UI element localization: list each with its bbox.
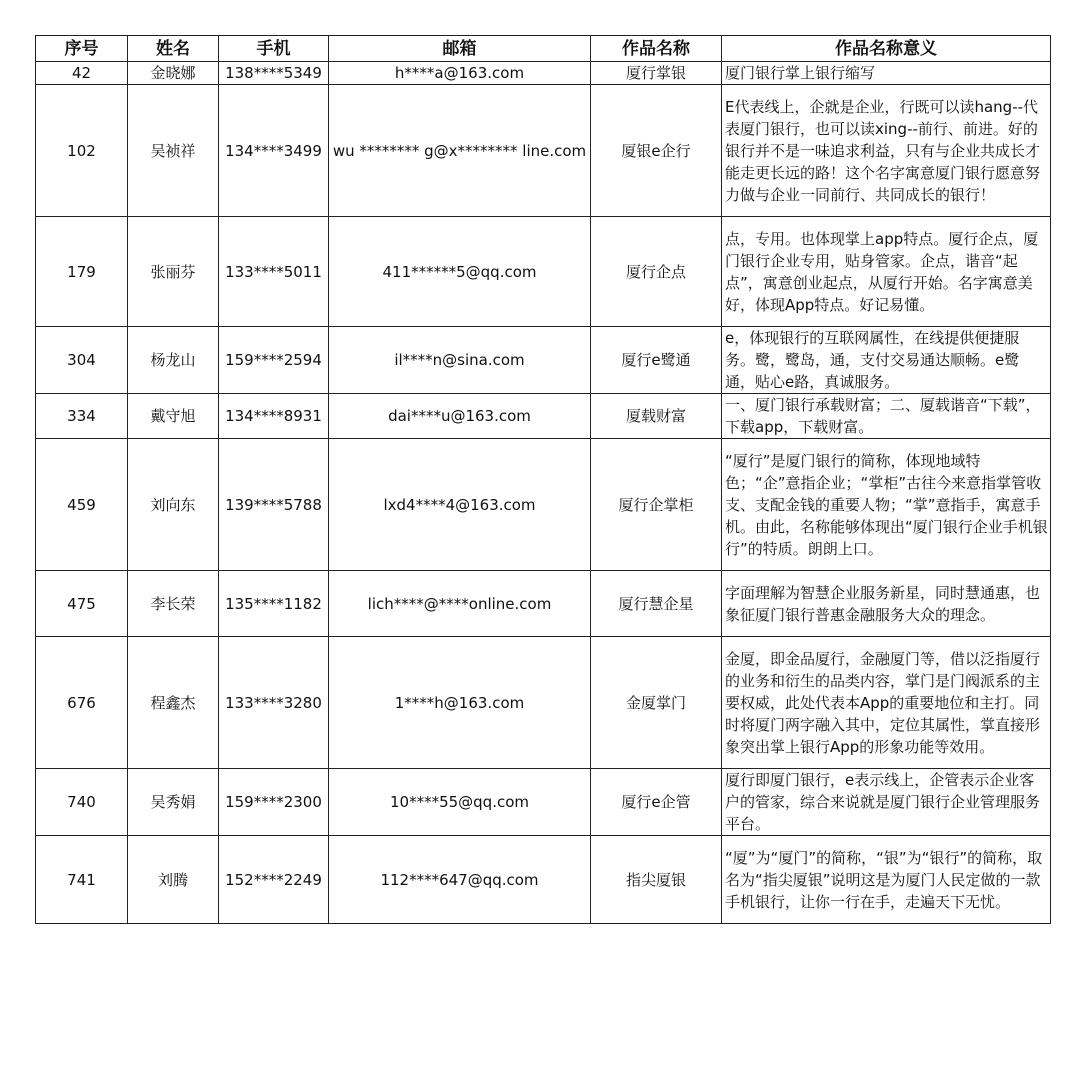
table-row xyxy=(36,439,1051,571)
cell-name: 杨龙山 xyxy=(128,327,219,394)
table-row xyxy=(36,637,1051,769)
cell-work-name: 厦银e企行 xyxy=(591,85,722,217)
header-row xyxy=(36,36,1051,62)
entries-table xyxy=(35,35,1051,924)
cell-work-meaning: e，体现银行的互联网属性，在线提供便捷服务。鹭，鹭岛，通，支付交易通达顺畅。e鹭通，贴心e路，真诚服务。 xyxy=(722,327,1051,394)
cell-phone: 159****2300 xyxy=(219,769,329,836)
cell-work-meaning: 一、厦门银行承载财富；二、厦载谐音“下载”，下载app，下载财富。 xyxy=(722,394,1051,439)
cell-name: 吴祯祥 xyxy=(128,85,219,217)
cell-name: 李长荣 xyxy=(128,571,219,637)
cell-work-name: 指尖厦银 xyxy=(591,836,722,924)
header-work-name: 作品名称 xyxy=(591,36,722,62)
cell-work-name: 厦行企掌柜 xyxy=(591,439,722,571)
cell-work-name: 厦行慧企星 xyxy=(591,571,722,637)
cell-work-name: 厦行企点 xyxy=(591,217,722,327)
cell-phone: 139****5788 xyxy=(219,439,329,571)
cell-phone: 134****3499 xyxy=(219,85,329,217)
table-row xyxy=(36,217,1051,327)
cell-email: wu ******** g@x******** line.com xyxy=(329,85,591,217)
cell-phone: 138****5349 xyxy=(219,62,329,85)
cell-serial-number: 740 xyxy=(36,769,128,836)
cell-name: 金晓娜 xyxy=(128,62,219,85)
cell-name: 吴秀娟 xyxy=(128,769,219,836)
cell-serial-number: 304 xyxy=(36,327,128,394)
header-work-meaning: 作品名称意义 xyxy=(722,36,1051,62)
cell-name: 张丽芬 xyxy=(128,217,219,327)
cell-work-meaning: “厦行”是厦门银行的简称，体现地域特色；“企”意指企业；“掌柜”古往今来意指掌管收支、支配金钱的重要人物；“掌”意指手，寓意手机。由此，名称能够体现出“厦门银行企业手机银行”的特质。朗朗上口。 xyxy=(722,439,1051,571)
cell-work-meaning: 厦行即厦门银行，e表示线上，企管表示企业客户的管家，综合来说就是厦门银行企业管理服务平台。 xyxy=(722,769,1051,836)
cell-work-name: 厦载财富 xyxy=(591,394,722,439)
table-row xyxy=(36,836,1051,924)
cell-work-name: 厦行e企管 xyxy=(591,769,722,836)
cell-email: 112****647@qq.com xyxy=(329,836,591,924)
cell-work-name: 厦行掌银 xyxy=(591,62,722,85)
cell-email: 1****h@163.com xyxy=(329,637,591,769)
cell-serial-number: 179 xyxy=(36,217,128,327)
cell-work-name: 金厦掌门 xyxy=(591,637,722,769)
cell-work-meaning: 金厦，即金品厦行，金融厦门等，借以泛指厦行的业务和衍生的品类内容，掌门是门阀派系的主要权威，此处代表本App的重要地位和主打。同时将厦门两字融入其中，定位其属性，掌直接形象突出掌上银行App的形象功能等效用。 xyxy=(722,637,1051,769)
cell-serial-number: 741 xyxy=(36,836,128,924)
cell-phone: 135****1182 xyxy=(219,571,329,637)
cell-serial-number: 334 xyxy=(36,394,128,439)
cell-phone: 134****8931 xyxy=(219,394,329,439)
cell-work-name: 厦行e鹭通 xyxy=(591,327,722,394)
table-row xyxy=(36,769,1051,836)
cell-serial-number: 676 xyxy=(36,637,128,769)
cell-email: dai****u@163.com xyxy=(329,394,591,439)
cell-phone: 159****2594 xyxy=(219,327,329,394)
cell-work-meaning: “厦”为“厦门”的简称，“银”为“银行”的简称，取名为“指尖厦银”说明这是为厦门人民定做的一款手机银行，让你一行在手，走遍天下无忧。 xyxy=(722,836,1051,924)
cell-work-meaning: 字面理解为智慧企业服务新星，同时慧通惠，也象征厦门银行普惠金融服务大众的理念。 xyxy=(722,571,1051,637)
cell-email: 411******5@qq.com xyxy=(329,217,591,327)
table-row xyxy=(36,394,1051,439)
cell-name: 程鑫杰 xyxy=(128,637,219,769)
cell-email: h****a@163.com xyxy=(329,62,591,85)
cell-serial-number: 102 xyxy=(36,85,128,217)
cell-work-meaning: 点，专用。也体现掌上app特点。厦行企点，厦门银行企业专用，贴身管家。企点，谐音“起点”，寓意创业起点，从厦行开始。名字寓意美好，体现App特点。好记易懂。 xyxy=(722,217,1051,327)
cell-email: lich****@****online.com xyxy=(329,571,591,637)
cell-work-meaning: E代表线上，企就是企业，行既可以读hang--代表厦门银行，也可以读xing--前行、前进。好的银行并不是一味追求利益，只有与企业共成长才能走更长远的路！这个名字寓意厦门银行愿意努力做与企业一同前行、共同成长的银行！ xyxy=(722,85,1051,217)
header-phone: 手机 xyxy=(219,36,329,62)
cell-serial-number: 459 xyxy=(36,439,128,571)
cell-phone: 133****3280 xyxy=(219,637,329,769)
table-row xyxy=(36,327,1051,394)
cell-phone: 133****5011 xyxy=(219,217,329,327)
table-row xyxy=(36,62,1051,85)
cell-email: lxd4****4@163.com xyxy=(329,439,591,571)
header-serial-number: 序号 xyxy=(36,36,128,62)
cell-name: 刘腾 xyxy=(128,836,219,924)
cell-serial-number: 475 xyxy=(36,571,128,637)
cell-email: 10****55@qq.com xyxy=(329,769,591,836)
cell-name: 戴守旭 xyxy=(128,394,219,439)
table-row xyxy=(36,571,1051,637)
cell-phone: 152****2249 xyxy=(219,836,329,924)
cell-email: il****n@sina.com xyxy=(329,327,591,394)
header-name: 姓名 xyxy=(128,36,219,62)
cell-work-meaning: 厦门银行掌上银行缩写 xyxy=(722,62,1051,85)
cell-name: 刘向东 xyxy=(128,439,219,571)
header-email: 邮箱 xyxy=(329,36,591,62)
cell-serial-number: 42 xyxy=(36,62,128,85)
table-row xyxy=(36,85,1051,217)
